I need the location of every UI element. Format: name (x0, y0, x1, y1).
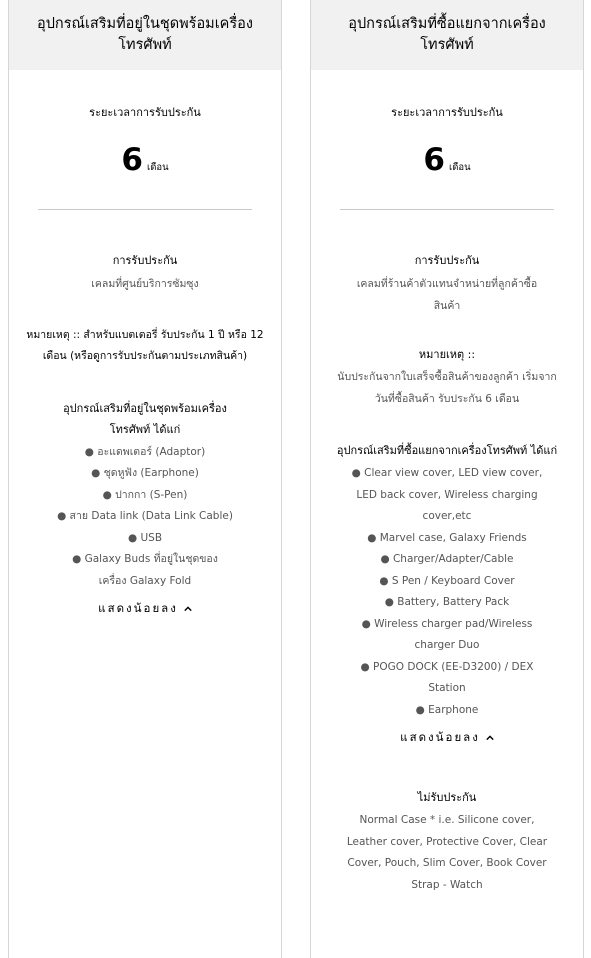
chevron-up-icon (486, 734, 494, 742)
list-item: ● Galaxy Buds ที่อยู่ในชุดของเครื่อง Galaxy Fold (72, 553, 218, 587)
accessories-list-title: อุปกรณ์เสริมที่ซื้อแยกจากเครื่องโทรศัพท์ ได้แก่ (336, 444, 558, 457)
list-item: ● ชุดหูฟัง (Earphone) (91, 467, 199, 479)
card-header (311, 0, 583, 70)
divider (38, 209, 252, 210)
list-item: ● Charger/Adapter/Cable (380, 553, 514, 565)
list-item: ● Marvel case, Galaxy Friends (367, 531, 527, 544)
warranty-title: การรับประกัน (112, 254, 178, 267)
warranty-title: การรับประกัน (414, 254, 480, 267)
note-text: นับประกันจากใบเสร็จซื้อสินค้าของลูกค้า เริ่มจากวันที่ซื้อสินค้า รับประกัน 6 เดือน (337, 371, 557, 405)
warranty-period-value: 6 (423, 142, 445, 178)
warranty-text: เคลมที่ศูนย์บริการซัมซุง (91, 278, 199, 290)
list-item: ● อะแดพเตอร์ (Adaptor) (84, 445, 206, 458)
warranty-period (9, 143, 281, 183)
warranty-period-unit: เดือน (448, 162, 471, 173)
card-title: อุปกรณ์เสริมที่อยู่ในชุดพร้อมเครื่อง โทรศัพท์ (37, 16, 253, 53)
warranty-period (311, 143, 583, 183)
list-item: ● Earphone (415, 703, 479, 716)
list-item: ● สาย Data link (Data Link Cable) (57, 510, 233, 522)
accessories-list (9, 442, 281, 593)
warranty-period-value: 6 (121, 142, 143, 178)
warranty-text: เคลมที่ร้านค้าตัวแทนจำหน่ายที่ลูกค้าซื้อสินค้า (356, 278, 538, 312)
list-item: ● ปากกา (S-Pen) (102, 488, 188, 501)
accessories-list (311, 463, 583, 721)
card-title: อุปกรณ์เสริมที่ซื้อแยกจากเครื่อง โทรศัพท์ (348, 16, 546, 53)
show-less-button[interactable] (9, 600, 281, 618)
list-item: ● POGO DOCK (EE-D3200) / DEX Station (360, 660, 534, 694)
no-warranty-title: ไม่รับประกัน (417, 791, 477, 804)
chevron-up-icon (184, 605, 192, 613)
list-item: ● S Pen / Keyboard Cover (379, 574, 515, 587)
separate-accessories-card (310, 0, 584, 958)
note-title: หมายเหตุ :: (418, 348, 476, 361)
show-less-button[interactable] (311, 729, 583, 747)
card-header (9, 0, 281, 70)
list-item: ● Clear view cover, LED view cover, LED back cover, Wireless charging cover,etc (351, 467, 543, 522)
show-less-label: แสดงน้อยลง (98, 601, 178, 615)
battery-note: หมายเหตุ :: สำหรับแบตเตอรี่ รับประกัน 1 ปี หรือ 12 เดือน (หรือดูการรับประกันตามประเภทสินค้า) (26, 328, 264, 362)
show-less-label: แสดงน้อยลง (400, 730, 480, 744)
list-item: ● USB (127, 531, 163, 544)
list-item: ● Battery, Battery Pack (384, 596, 510, 608)
accessories-list-title: อุปกรณ์เสริมที่อยู่ในชุดพร้อมเครื่องโทรศัพท์ ได้แก่ (63, 401, 227, 436)
warranty-period-label: ระยะเวลาการรับประกัน (89, 106, 201, 119)
warranty-period-label: ระยะเวลาการรับประกัน (391, 106, 503, 119)
bundled-accessories-card (8, 0, 282, 958)
divider (340, 209, 554, 210)
no-warranty-text: Normal Case * i.e. Silicone cover, Leather cover, Protective Cover, Clear Cover, Pouch, Slim Cover, Book Cover Strap - Watch (346, 814, 548, 891)
list-item: ● Wireless charger pad/Wireless charger Duo (361, 617, 533, 651)
warranty-period-unit: เดือน (146, 162, 169, 173)
